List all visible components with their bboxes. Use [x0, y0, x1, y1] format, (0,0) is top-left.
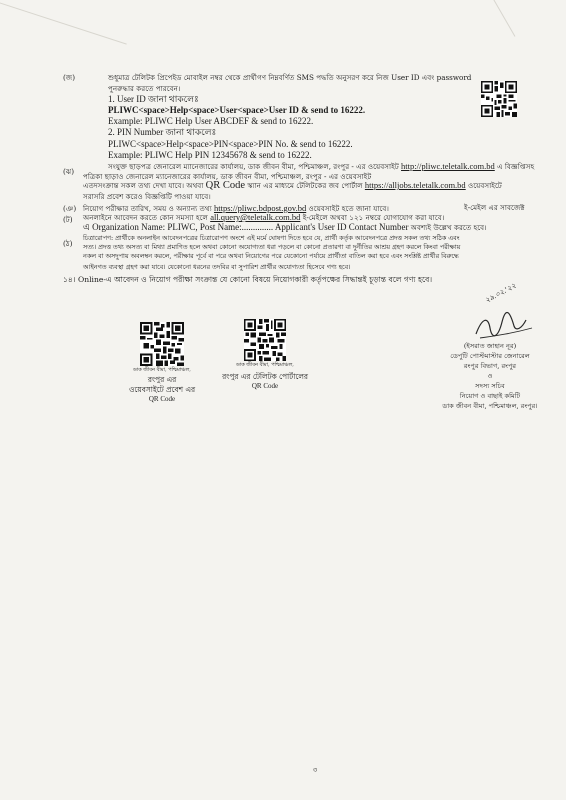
- qr-code-top: [481, 81, 517, 117]
- sms-example: Example: PLIWC Help PIN 12345678 & send to 16222.: [108, 150, 312, 160]
- item-tha-text: চিত্রারোপণ: প্রার্থীকে অনলাইন আবেদনপত্রের চিত্রারোপণ অংশে এই মর্মে ঘোষণা দিতে হবে যে, প্রার্থী কর্তৃক আবেদনপত্রে প্রদত্ত সকল তথ্য সঠিক এবং: [83, 234, 460, 242]
- item-ja-text: শুধুমাত্র টেলিটক প্রিপেইড মোবাইল নম্বর থেকে প্রার্থীগণ নিম্নবর্ণিত SMS পদ্ধতি অনুসরণ করে নিজ User ID এবং password: [108, 73, 472, 82]
- item-ya-label: (ঞ): [63, 204, 77, 213]
- sms-format: PLIWC<space>Help<space>PIN<space>PIN No. & send to 16222.: [108, 139, 353, 149]
- item-14-text: ১৪। Online-এ আবেদন ও নিয়োগ পরীক্ষা সংক্রান্ত যে কোনো বিষয়ে নিয়োগকারী কর্তৃপক্ষের সিদ্ধান্তই চূড়ান্ত বলে গণ্য হবে।: [63, 275, 433, 284]
- signatory-title: রংপুর বিভাগ, রংপুর: [463, 362, 517, 370]
- item-tha-text: নকল বা অসদুপায় অবলম্বন করলে, পরীক্ষার পূর্বে বা পরে অথবা নিয়োগের পরে যেকোনো পর্যায়ে প্রার্থীতা বাতিল করা হবে এবং সংশ্লিষ্ট প্রার্থীর বিরুদ্ধে: [83, 252, 459, 260]
- qr-caption: রংপুর এর টেলিটক পোর্টালের: [222, 372, 308, 381]
- sms-format: PLIWC<space>Help<space>User<space>User ID & send to 16222.: [108, 105, 366, 115]
- item-tha-label: (ঠ): [63, 239, 73, 248]
- qr-caption: ওয়েবসাইটে প্রবেশ এর: [128, 385, 196, 394]
- item-ja-text: 1. User ID জানা থাকলেঃ: [108, 94, 199, 104]
- signatory-name: (ইসরাত জাহান নূর): [463, 342, 517, 350]
- item-ya-text: ই-মেইল এর সাবজেক্ট: [464, 203, 525, 212]
- item-ja-text: পুনরুদ্ধার করতে পারবেন।: [108, 84, 181, 93]
- sms-example: Example: PLIWC Help User ABCDEF & send to 16222.: [108, 116, 314, 126]
- pliwc-teletalk-link[interactable]: http://pliwc.teletalk.com.bd: [401, 161, 495, 171]
- committee-name: নিয়োগ ও বাছাই কমিটি: [459, 392, 521, 400]
- qr-caption: QR Code: [148, 395, 176, 403]
- qr-code-teletalk-portal: [244, 319, 286, 361]
- qr-caption: রংপুর এর: [147, 375, 177, 384]
- qr-caption-small: ডাক জীবন বীমা, পশ্চিমাঞ্চল,: [236, 362, 294, 368]
- pliwc-bdpost-link[interactable]: https://pliwc.bdpost.gov.bd: [213, 203, 307, 213]
- alljobs-teletalk-link[interactable]: https://alljobs.teletalk.com.bd: [364, 180, 466, 190]
- item-ja-text: 2. PIN Number জানা থাকলেঃ: [108, 127, 217, 137]
- item-ta-text: এ Organization Name: PLIWC, Post Name:.............. Applicant's User ID Contact Number অবশ্যই উল্লেখ করতে হবে।: [83, 222, 487, 232]
- qr-caption-small: ডাক জীবন বীমা, পশ্চিমাঞ্চল,: [133, 367, 191, 373]
- item-jha-text: সংযুক্ত ছাড়পত্র জেনারেল ম্যানেজারের কার্যালয়, ডাক জীবন বীমা, পশ্চিমাঞ্চল, রংপুর - এর ওয়েবসাইট http://pliwc.teletalk.com.bd এ বিজ্ঞপ্তিসহ: [108, 161, 535, 171]
- page-number: ৩: [312, 766, 318, 774]
- item-tha-text: সত্য। প্রদত্ত তথ্য অসত্য বা মিথ্যা প্রমাণিত হলে অথবা কোনো অযোগ্যতা ধরা পড়লে বা কোনো প্রতারণা বা দুর্নীতির আশ্রয় গ্রহণ করলে কিংবা পরীক্ষায়: [83, 243, 461, 251]
- item-ja-label: (জ): [63, 73, 76, 82]
- item-jha-text: সরাসরি প্রবেশ করেও বিজ্ঞপ্তিটি পাওয়া যাবে।: [83, 192, 211, 201]
- item-ta-label: (ট): [63, 215, 73, 224]
- query-email-link[interactable]: all.query@teletalk.com.bd: [210, 212, 301, 222]
- qr-code-website: [140, 322, 184, 366]
- qr-caption: QR Code: [251, 382, 279, 390]
- item-jha-text: পত্রিকা ছাড়াও জেনারেল ম্যানেজারের কার্যালয়, ডাক জীবন বীমা, পশ্চিমাঞ্চল, রংপুর - এর ওয়েবসাইট: [83, 172, 372, 181]
- item-tha-text: আইনগত ব্যবস্থা গ্রহণ করা যাবে। যেকোনো ধরনের তদবির বা সুপারিশ প্রার্থীর অযোগ্যতা হিসেবে গণ্য হবে।: [83, 263, 351, 271]
- signatory-and: ও: [487, 372, 493, 380]
- item-jha-label: (ঝ): [63, 167, 75, 176]
- item-jha-text: এতদসংক্রান্ত সকল তথ্য দেখা যাবে। অথবা QR Code স্ক্যান এর মাধ্যমে টেলিটকের জব পোর্টাল https://alljobs.teletalk.com.bd ওয়েবসাইটে: [83, 180, 502, 191]
- signatory-role: সদস্য সচিব: [475, 382, 505, 390]
- item-ya-text: নিয়োগ পরীক্ষার তারিখ, সময় ও অন্যান্য তথ্য https://pliwc.bdpost.gov.bd ওয়েবসাইট হতে জানা যাবে।: [83, 203, 389, 213]
- item-ta-text: অনলাইনে আবেদন করতে কোন সমস্যা হলে all.query@teletalk.com.bd ই-মেইলে অথবা ১২১ নম্বরে যোগাযোগ করা যাবে।: [83, 212, 445, 222]
- paper-fold-line: [0, 0, 127, 44]
- signature-date: ২৯.০২.'২২: [483, 281, 518, 305]
- paper-fold-line: [485, 0, 516, 37]
- organization-name: ডাক জীবন বীমা, পশ্চিমাঞ্চল, রংপুর।: [442, 402, 538, 410]
- signatory-title: ডেপুটি পোস্টমাস্টার জেনারেল: [450, 352, 530, 360]
